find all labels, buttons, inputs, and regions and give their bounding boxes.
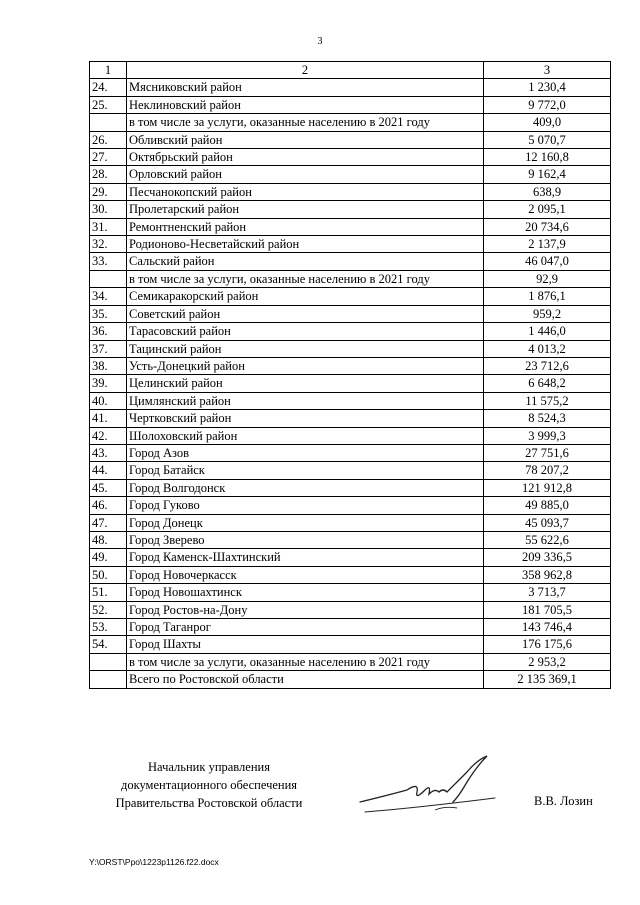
table-row bbox=[90, 584, 611, 601]
table-row bbox=[90, 114, 611, 131]
row-amount: 209 336,5 bbox=[484, 549, 611, 566]
row-number: 25. bbox=[90, 96, 127, 113]
table-row bbox=[90, 566, 611, 583]
row-amount: 181 705,5 bbox=[484, 601, 611, 618]
row-amount: 45 093,7 bbox=[484, 514, 611, 531]
table-row bbox=[90, 653, 611, 670]
signatory-title-line: Начальник управления bbox=[148, 760, 270, 774]
row-territory: Город Донецк bbox=[127, 514, 484, 531]
row-number bbox=[90, 671, 127, 688]
row-amount: 3 999,3 bbox=[484, 427, 611, 444]
row-territory: Мясниковский район bbox=[127, 79, 484, 96]
row-number: 46. bbox=[90, 497, 127, 514]
row-territory: Ремонтненский район bbox=[127, 218, 484, 235]
row-amount: 78 207,2 bbox=[484, 462, 611, 479]
row-number: 27. bbox=[90, 149, 127, 166]
row-territory: Город Новочеркасск bbox=[127, 566, 484, 583]
signatory-title-line: документационного обеспечения bbox=[120, 778, 298, 792]
table-row bbox=[90, 357, 611, 374]
row-territory: Город Новошахтинск bbox=[127, 584, 484, 601]
row-number bbox=[90, 114, 127, 131]
row-amount: 27 751,6 bbox=[484, 444, 611, 461]
header-col-2: 2 bbox=[127, 62, 484, 79]
row-amount: 143 746,4 bbox=[484, 619, 611, 636]
row-territory: Песчанокопский район bbox=[127, 183, 484, 200]
row-amount: 46 047,0 bbox=[484, 253, 611, 270]
row-amount: 9 772,0 bbox=[484, 96, 611, 113]
row-number: 54. bbox=[90, 636, 127, 653]
table-row bbox=[90, 410, 611, 427]
signatory-name: В.В. Лозин bbox=[534, 794, 593, 808]
row-amount: 5 070,7 bbox=[484, 131, 611, 148]
table-row bbox=[90, 601, 611, 618]
row-amount: 9 162,4 bbox=[484, 166, 611, 183]
table-row bbox=[90, 218, 611, 235]
table-row bbox=[90, 636, 611, 653]
row-number: 39. bbox=[90, 375, 127, 392]
row-amount: 176 175,6 bbox=[484, 636, 611, 653]
page-number: 3 bbox=[317, 36, 323, 47]
file-path: Y:\ORST\Ppo\1223p1126.f22.docx bbox=[89, 857, 219, 867]
row-territory: Чертковский район bbox=[127, 410, 484, 427]
row-territory: Семикаракорский район bbox=[127, 288, 484, 305]
row-number: 35. bbox=[90, 305, 127, 322]
row-amount: 4 013,2 bbox=[484, 340, 611, 357]
row-territory: в том числе за услуги, оказанные населению в 2021 году bbox=[127, 653, 484, 670]
table-row bbox=[90, 183, 611, 200]
row-number: 41. bbox=[90, 410, 127, 427]
row-amount: 23 712,6 bbox=[484, 357, 611, 374]
row-number: 49. bbox=[90, 549, 127, 566]
row-amount: 92,9 bbox=[484, 270, 611, 287]
row-territory: Город Каменск-Шахтинский bbox=[127, 549, 484, 566]
row-number: 45. bbox=[90, 479, 127, 496]
row-number: 33. bbox=[90, 253, 127, 270]
table-row bbox=[90, 305, 611, 322]
row-territory: Сальский район bbox=[127, 253, 484, 270]
row-amount: 638,9 bbox=[484, 183, 611, 200]
row-territory: Город Ростов-на-Дону bbox=[127, 601, 484, 618]
row-amount: 20 734,6 bbox=[484, 218, 611, 235]
row-number: 29. bbox=[90, 183, 127, 200]
table-row bbox=[90, 514, 611, 531]
row-number: 52. bbox=[90, 601, 127, 618]
table-row bbox=[90, 149, 611, 166]
row-amount: 1 230,4 bbox=[484, 79, 611, 96]
appropriations-table bbox=[89, 61, 611, 689]
row-number: 30. bbox=[90, 201, 127, 218]
row-territory: Родионово-Несветайский район bbox=[127, 236, 484, 253]
header-col-3: 3 bbox=[484, 62, 611, 79]
row-territory: Обливский район bbox=[127, 131, 484, 148]
table-row bbox=[90, 201, 611, 218]
row-territory: в том числе за услуги, оказанные населению в 2021 году bbox=[127, 270, 484, 287]
row-territory: Усть-Донецкий район bbox=[127, 357, 484, 374]
row-number: 26. bbox=[90, 131, 127, 148]
row-territory: Город Батайск bbox=[127, 462, 484, 479]
row-number: 44. bbox=[90, 462, 127, 479]
row-amount: 49 885,0 bbox=[484, 497, 611, 514]
table-row bbox=[90, 375, 611, 392]
row-amount: 2 137,9 bbox=[484, 236, 611, 253]
row-amount: 1 446,0 bbox=[484, 323, 611, 340]
row-amount: 409,0 bbox=[484, 114, 611, 131]
row-number: 53. bbox=[90, 619, 127, 636]
row-territory: Город Шахты bbox=[127, 636, 484, 653]
table-row bbox=[90, 96, 611, 113]
table-row bbox=[90, 323, 611, 340]
table-row bbox=[90, 479, 611, 496]
table-row bbox=[90, 288, 611, 305]
row-territory: в том числе за услуги, оказанные населению в 2021 году bbox=[127, 114, 484, 131]
table-row bbox=[90, 549, 611, 566]
row-territory: Город Гуково bbox=[127, 497, 484, 514]
table-header-row bbox=[90, 62, 611, 79]
row-amount: 2 135 369,1 bbox=[484, 671, 611, 688]
signatory-title-line: Правительства Ростовской области bbox=[115, 796, 303, 810]
row-number: 34. bbox=[90, 288, 127, 305]
table-row bbox=[90, 253, 611, 270]
row-territory: Город Волгодонск bbox=[127, 479, 484, 496]
table-row bbox=[90, 619, 611, 636]
table-row bbox=[90, 531, 611, 548]
table-row bbox=[90, 427, 611, 444]
row-territory: Целинский район bbox=[127, 375, 484, 392]
row-territory: Город Таганрог bbox=[127, 619, 484, 636]
table-row bbox=[90, 270, 611, 287]
header-col-1: 1 bbox=[90, 62, 127, 79]
table-row bbox=[90, 497, 611, 514]
row-amount: 11 575,2 bbox=[484, 392, 611, 409]
row-number: 37. bbox=[90, 340, 127, 357]
row-number: 38. bbox=[90, 357, 127, 374]
row-territory: Тарасовский район bbox=[127, 323, 484, 340]
table-row bbox=[90, 671, 611, 688]
row-territory: Тацинский район bbox=[127, 340, 484, 357]
row-amount: 55 622,6 bbox=[484, 531, 611, 548]
row-number: 28. bbox=[90, 166, 127, 183]
row-territory: Неклиновский район bbox=[127, 96, 484, 113]
row-number: 40. bbox=[90, 392, 127, 409]
row-number bbox=[90, 653, 127, 670]
row-amount: 8 524,3 bbox=[484, 410, 611, 427]
row-amount: 121 912,8 bbox=[484, 479, 611, 496]
row-number: 43. bbox=[90, 444, 127, 461]
table-row bbox=[90, 444, 611, 461]
row-number: 32. bbox=[90, 236, 127, 253]
table-row bbox=[90, 131, 611, 148]
row-number: 24. bbox=[90, 79, 127, 96]
row-territory: Город Азов bbox=[127, 444, 484, 461]
row-number: 36. bbox=[90, 323, 127, 340]
row-amount: 3 713,7 bbox=[484, 584, 611, 601]
table-row bbox=[90, 236, 611, 253]
row-number: 31. bbox=[90, 218, 127, 235]
row-territory: Советский район bbox=[127, 305, 484, 322]
table-row bbox=[90, 166, 611, 183]
signatory-title bbox=[89, 758, 329, 812]
row-number: 47. bbox=[90, 514, 127, 531]
row-amount: 2 953,2 bbox=[484, 653, 611, 670]
row-number: 51. bbox=[90, 584, 127, 601]
row-territory: Пролетарский район bbox=[127, 201, 484, 218]
row-territory: Октябрьский район bbox=[127, 149, 484, 166]
table-row bbox=[90, 79, 611, 96]
row-number bbox=[90, 270, 127, 287]
row-territory: Город Зверево bbox=[127, 531, 484, 548]
row-number: 50. bbox=[90, 566, 127, 583]
row-number: 48. bbox=[90, 531, 127, 548]
row-territory: Шолоховский район bbox=[127, 427, 484, 444]
row-amount: 1 876,1 bbox=[484, 288, 611, 305]
row-amount: 358 962,8 bbox=[484, 566, 611, 583]
row-amount: 6 648,2 bbox=[484, 375, 611, 392]
table-row bbox=[90, 462, 611, 479]
row-territory: Цимлянский район bbox=[127, 392, 484, 409]
row-number: 42. bbox=[90, 427, 127, 444]
row-territory: Всего по Ростовской области bbox=[127, 671, 484, 688]
row-territory: Орловский район bbox=[127, 166, 484, 183]
row-amount: 2 095,1 bbox=[484, 201, 611, 218]
row-amount: 959,2 bbox=[484, 305, 611, 322]
table-row bbox=[90, 340, 611, 357]
row-amount: 12 160,8 bbox=[484, 149, 611, 166]
table-row bbox=[90, 392, 611, 409]
handwritten-signature bbox=[345, 752, 505, 822]
